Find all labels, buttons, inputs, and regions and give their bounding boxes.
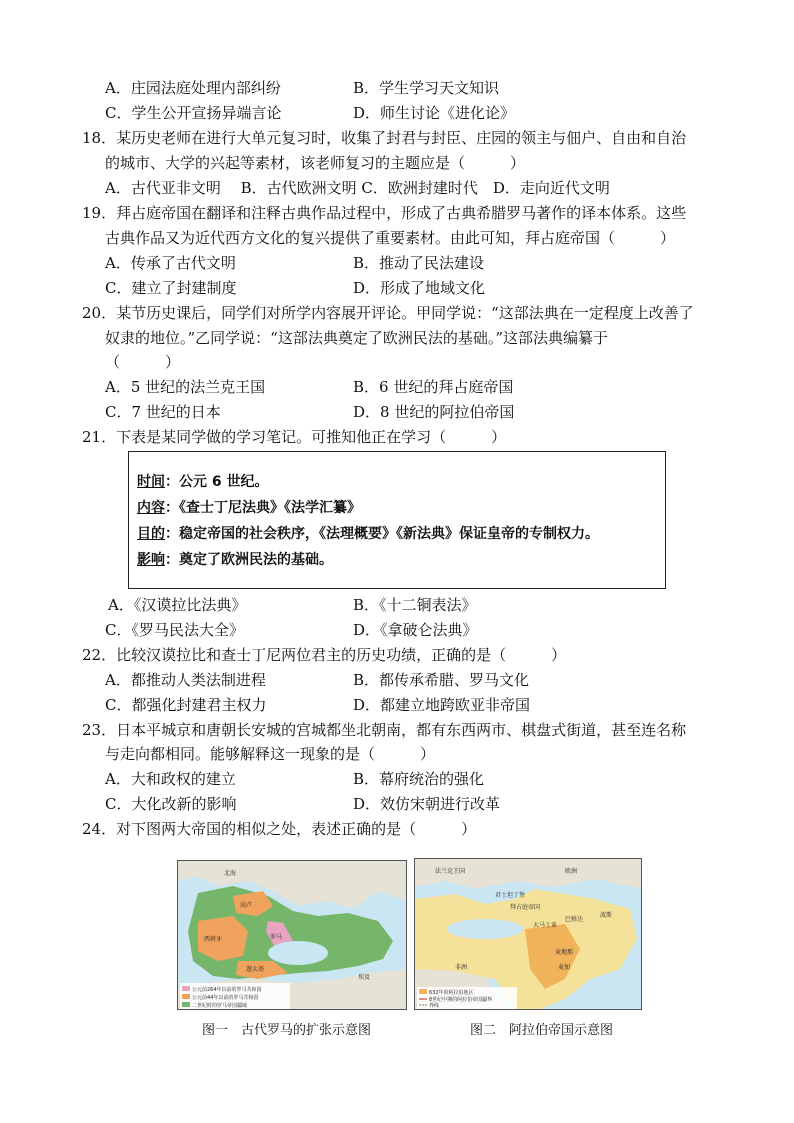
note-key-content: 内容 (137, 500, 165, 516)
note-value-purpose: ：稳定帝国的社会秩序，《法理概要》《新法典》保证皇帝的专制权力。 (165, 526, 599, 542)
q22-option-a[interactable]: A．都推动人类法制进程 (105, 671, 266, 689)
q24-stem-line1: 24．对下图两大帝国的相似之处，表述正确的是（ ） (82, 820, 477, 838)
q19-option-d[interactable]: D．形成了地域文化 (353, 279, 486, 297)
q19-option-a[interactable]: A．传承了古代文明 (105, 254, 236, 272)
note-value-content: ：《查士丁尼法典》《法学汇纂》 (165, 500, 361, 516)
rome-map-mediterranean (268, 941, 328, 965)
arab-map-label-africa: 非洲 (455, 964, 468, 971)
arab-map-label-franks: 法兰克王国 (435, 868, 466, 875)
arab-map-label-europe: 欧洲 (565, 868, 578, 875)
q18-stem-line1: 18．某历史老师在进行大单元复习时，收集了封君与封臣、庄园的领主与佃户、自由和自治 (82, 129, 687, 147)
q20-option-c[interactable]: C．7 世纪的日本 (105, 403, 221, 421)
q23-stem-line2: 与走向都相同。能够解释这一现象的是（ ） (105, 745, 436, 763)
study-note-box (128, 451, 666, 589)
q17-option-c[interactable]: C．学生公开宣扬异端言论 (105, 104, 282, 122)
arab-legend-1: 632年的阿拉伯地区 (429, 990, 474, 996)
rome-legend-3: 二世纪时的罗马帝国疆域 (192, 1003, 248, 1009)
rome-map-label-north-sea: 北海 (224, 870, 237, 877)
rome-expansion-map (177, 860, 407, 1010)
arab-legend-swatch-1 (419, 989, 427, 994)
q22-stem-line1: 22．比较汉谟拉比和查士丁尼两位君主的历史功绩，正确的是（ ） (82, 646, 567, 664)
note-row-impact (137, 550, 333, 570)
arab-map-label-persia: 波斯 (600, 912, 613, 919)
q20-option-d[interactable]: D．8 世纪的阿拉伯帝国 (353, 403, 515, 421)
arab-legend-2: 8世纪中期的阿拉伯帝国疆界 (429, 997, 493, 1003)
arab-legend-3: 界线 (429, 1003, 440, 1009)
q18-options[interactable]: A．古代亚非文明 B．古代欧洲文明 C．欧洲封建时代 D．走向近代文明 (105, 179, 610, 197)
figure1-caption: 图一 古代罗马的扩张示意图 (202, 1023, 372, 1038)
figure2-caption: 图二 阿拉伯帝国示意图 (470, 1023, 614, 1038)
note-value-time: ：公元 6 世纪。 (165, 474, 269, 490)
q21-option-c[interactable]: C．《罗马民法大全》 (105, 621, 244, 639)
q20-stem-line3: （ ） (105, 353, 181, 371)
rome-map-label-carthage: 迦太基 (246, 966, 265, 973)
q21-stem-line1: 21．下表是某同学做的学习笔记。可推知他正在学习（ ） (82, 428, 507, 446)
rome-map-label-spain: 西班牙 (204, 936, 223, 943)
note-value-impact: ：奠定了欧洲民法的基础。 (165, 552, 333, 568)
q19-stem-line1: 19．拜占庭帝国在翻译和注释古典作品过程中，形成了古典希腊罗马著作的译本体系。这些 (82, 204, 687, 222)
arab-map-label-mecca: 麦加 (558, 964, 571, 971)
q23-option-d[interactable]: D．效仿宋朝进行改革 (353, 795, 501, 813)
q20-option-b[interactable]: B．6 世纪的拜占庭帝国 (353, 378, 514, 396)
q21-option-a[interactable]: A．《汉谟拉比法典》 (108, 596, 247, 614)
q17-option-d[interactable]: D．师生讨论《进化论》 (353, 104, 516, 122)
q23-option-b[interactable]: B．幕府统治的强化 (353, 770, 485, 788)
arab-map-mediterranean (447, 919, 523, 939)
note-key-time: 时间 (137, 474, 165, 490)
q17-option-b[interactable]: B．学生学习天文知识 (353, 79, 500, 97)
rome-map-label-rome: 罗马 (270, 934, 283, 941)
q18-stem-line2: 的城市、大学的兴起等素材，该老师复习的主题应是（ ） (105, 154, 526, 172)
q20-stem-line1: 20．某节历史课后，同学们对所学内容展开评论。甲同学说：“这部法典在一定程度上改善了 (82, 304, 694, 322)
arab-map-label-baghdad: 巴格达 (565, 916, 584, 923)
q19-option-c[interactable]: C．建立了封建制度 (105, 279, 237, 297)
rome-legend-swatch-2 (182, 994, 190, 999)
note-row-time (137, 472, 269, 492)
q22-option-b[interactable]: B．都传承希腊、罗马文化 (353, 671, 530, 689)
arab-map-drawing (415, 859, 642, 1010)
q19-stem-line2: 古典作品又为近代西方文化的复兴提供了重要素材。由此可知，拜占庭帝国（ ） (105, 229, 676, 247)
rome-legend-swatch-1 (182, 986, 190, 991)
q23-option-c[interactable]: C．大化改新的影响 (105, 795, 237, 813)
rome-map-label-egypt: 埃及 (358, 974, 371, 981)
rome-legend-2: 公元前44年以前的罗马共和国 (192, 995, 259, 1001)
rome-legend-swatch-3 (182, 1002, 190, 1007)
arab-map-label-medina: 麦地那 (555, 949, 574, 956)
q21-option-d[interactable]: D．《拿破仑法典》 (353, 621, 478, 639)
note-row-purpose (137, 524, 599, 544)
q23-option-a[interactable]: A．大和政权的建立 (105, 770, 236, 788)
q17-option-a[interactable]: A．庄园法庭处理内部纠纷 (105, 79, 281, 97)
q21-option-b[interactable]: B．《十二铜表法》 (353, 596, 477, 614)
arab-map-label-constantinople: 君士坦丁堡 (495, 892, 526, 899)
q23-stem-line1: 23．日本平城京和唐朝长安城的宫城都坐北朝南，都有东西两市、棋盘式街道，甚至连名称 (82, 721, 687, 739)
note-key-impact: 影响 (137, 552, 165, 568)
rome-legend-1: 公元前264年以前的罗马共和国 (192, 987, 262, 993)
q22-option-d[interactable]: D．都建立地跨欧亚非帝国 (353, 696, 531, 714)
q19-option-b[interactable]: B．推动了民法建设 (353, 254, 485, 272)
note-key-purpose: 目的 (137, 526, 165, 542)
rome-map-drawing (178, 861, 407, 1010)
arab-map-label-byzantine: 拜占庭帝国 (510, 904, 541, 911)
arab-empire-map (414, 858, 642, 1010)
q20-stem-line2: 奴隶的地位。”乙同学说：“这部法典奠定了欧洲民法的基础。”这部法典编纂于 (105, 329, 609, 347)
q22-option-c[interactable]: C．都强化封建君主权力 (105, 696, 267, 714)
arab-map-label-damascus: 大马士革 (533, 922, 558, 929)
q20-option-a[interactable]: A．5 世纪的法兰克王国 (105, 378, 266, 396)
rome-map-label-gaul: 高卢 (240, 902, 253, 909)
note-row-content (137, 498, 361, 518)
